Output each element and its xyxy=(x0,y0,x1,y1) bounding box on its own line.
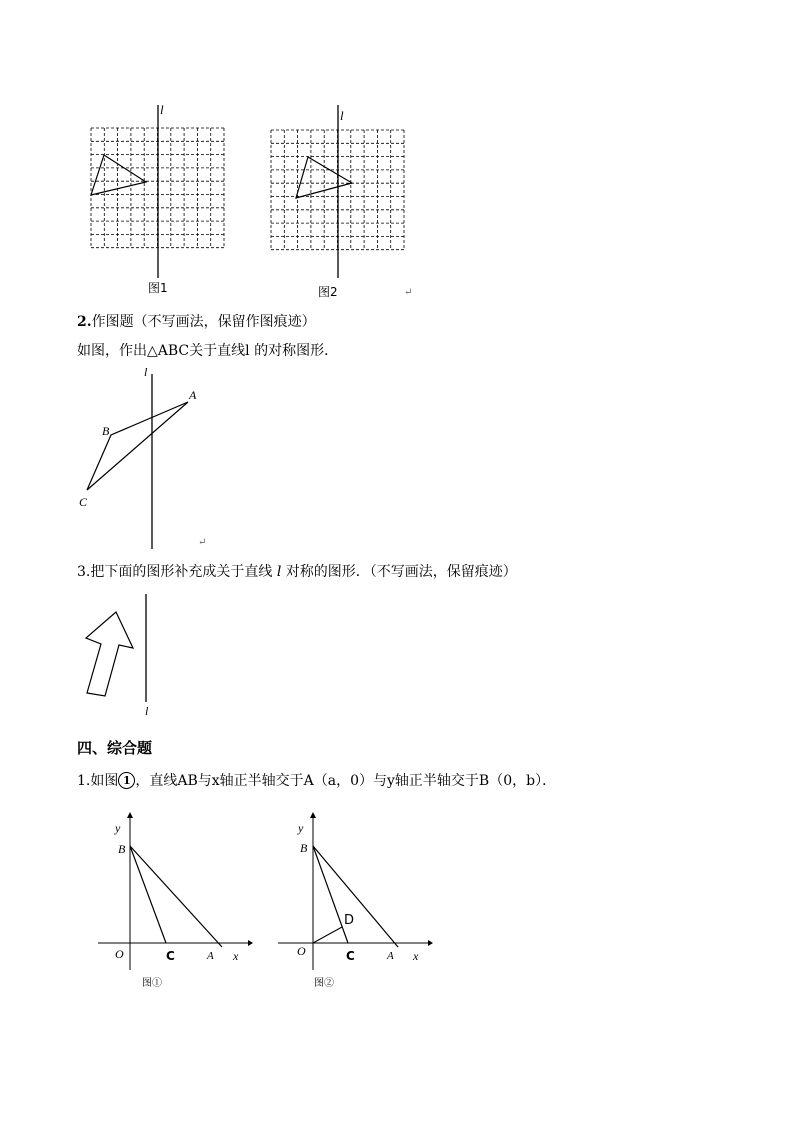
q3-text-before: 3.把下面的图形补充成关于直线 xyxy=(77,564,277,580)
point-d-label: D xyxy=(344,913,355,928)
q3-arrow-figure xyxy=(75,590,165,720)
point-c-label: C xyxy=(79,495,88,509)
q3-line-var: l xyxy=(276,564,282,580)
point-b-label: B xyxy=(102,424,110,438)
point-a-label: A xyxy=(189,388,197,402)
q4-1-text-before: 1.如图 xyxy=(77,773,119,789)
y-axis-label: y xyxy=(298,821,304,835)
fig1-caption: 图1 xyxy=(148,281,168,295)
point-c-label: C xyxy=(166,949,175,963)
grid-figure-2 xyxy=(266,100,411,280)
point-a-label: A xyxy=(207,950,214,962)
return-mark: ↵ xyxy=(198,537,207,548)
q3-text xyxy=(77,561,517,581)
circled-number-text: 1 xyxy=(123,774,131,787)
point-c-label: C xyxy=(346,949,355,963)
coord-figure-2 xyxy=(270,810,440,995)
coord-figure-1 xyxy=(90,810,260,995)
q2-title: 作图题（不写画法，保留作图痕迹） xyxy=(91,314,316,330)
triangle-abc xyxy=(87,402,188,490)
q4-1-text-after: ，直线AB与x轴正半轴交于A（a，0）与y轴正半轴交于B（0，b）． xyxy=(135,773,557,789)
q4-1-text xyxy=(77,770,556,790)
grid-figure-1 xyxy=(86,100,231,280)
section-heading: 四、综合题 xyxy=(77,739,153,757)
line-l-label: l xyxy=(144,365,148,379)
origin-label: O xyxy=(115,947,124,961)
q2-text: 如图，作出△ABC关于直线l 的对称图形． xyxy=(77,343,339,359)
point-b-label: B xyxy=(118,842,126,856)
q2-triangle-figure xyxy=(70,362,210,552)
circled-number xyxy=(118,772,135,789)
line-l-label: l xyxy=(160,102,164,117)
q3-text-after: 对称的图形．（不写画法，保留痕迹） xyxy=(281,564,517,580)
point-a-label: A xyxy=(387,950,394,962)
triangle-shape xyxy=(91,155,146,195)
fig1-caption: 图① xyxy=(142,978,162,989)
line-l-label: l xyxy=(340,108,344,123)
fig2-caption: 图② xyxy=(314,978,334,989)
origin-label: O xyxy=(297,944,306,958)
y-axis-label: y xyxy=(115,821,121,835)
x-axis-label: x xyxy=(413,949,419,963)
return-mark: ↵ xyxy=(404,287,413,298)
fig2-caption: 图2 xyxy=(318,285,338,299)
q2-title-line xyxy=(77,311,316,331)
point-b-label: B xyxy=(300,841,308,855)
arrow-shape xyxy=(86,612,133,696)
x-axis-label: x xyxy=(233,949,239,963)
line-l-label: l xyxy=(145,704,149,718)
q2-number: 2. xyxy=(77,314,92,330)
